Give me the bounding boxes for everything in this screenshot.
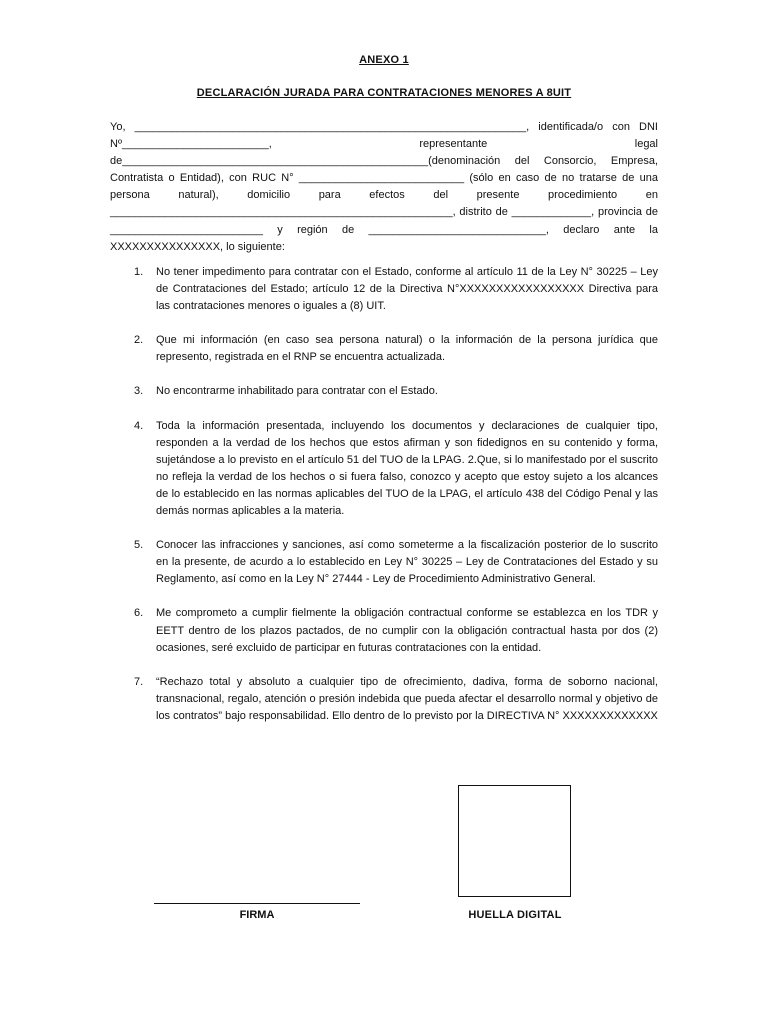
declaration-item-5 bbox=[110, 537, 658, 588]
annex-title: ANEXO 1 bbox=[359, 54, 409, 66]
item-number: 3. bbox=[134, 385, 144, 398]
declaration-item-6 bbox=[110, 605, 658, 656]
declaration-item-1 bbox=[110, 264, 658, 315]
declaration-item-2 bbox=[110, 332, 658, 366]
declaration-items bbox=[110, 264, 658, 725]
item-number: 6. bbox=[134, 607, 144, 620]
item-number: 5. bbox=[134, 539, 144, 552]
document-title: DECLARACIÓN JURADA PARA CONTRATACIONES MENORES A 8UIT bbox=[196, 87, 572, 99]
item-number: 2. bbox=[134, 334, 144, 347]
item-text: No encontrarme inhabilitado para contratar con el Estado. bbox=[156, 385, 438, 398]
declaration-intro: Yo, ________________________________________________________________, identificada/o con DNI Nº________________________, representante legal de__________________________________________________(denominación del Consorcio, Empresa, Contratista o Entidad), con RUC N° ___________________________ (sólo en caso de no tratarse de una persona natural), domicilio para efectos del presente procedimiento en ________________________________________________________, distrito de _____________, provincia de _________________________ y región de _____________________________, declaro ante la XXXXXXXXXXXXXXX, lo siguiente: bbox=[110, 121, 658, 253]
fingerprint-box bbox=[458, 785, 571, 897]
declaration-item-3 bbox=[110, 383, 658, 400]
declaration-item-4 bbox=[110, 418, 658, 521]
item-text: “Rechazo total y absoluto a cualquier tipo de ofrecimiento, dadiva, forma de soborno nacional, transnacional, regalo, atención o presión indebida que pueda afectar el desarrollo normal y objetivo de los contratos” bajo responsabilidad. Ello dentro de lo previsto por la DIRECTIVA N° XXXXXXXXXXXXX bbox=[156, 675, 658, 722]
item-text: Me comprometo a cumplir fielmente la obligación contractual conforme se establezca en los TDR y EETT dentro de los plazos pactados, de no cumplir con la obligación contractual hasta por dos (2) ocasiones, seré excluido de participar en futuras contrataciones con la entidad. bbox=[156, 607, 658, 654]
item-number: 7. bbox=[134, 675, 144, 688]
item-text: No tener impedimento para contratar con el Estado, conforme al artículo 11 de la Ley N° 30225 – Ley de Contrataciones del Estado; artículo 12 de la Directiva N°XXXXXXXXXXXXXXXXX Directiva para las contrataciones menores o iguales a (8) UIT. bbox=[156, 266, 658, 313]
item-number: 1. bbox=[134, 266, 144, 278]
declaration-item-7 bbox=[110, 674, 658, 725]
signature-label: FIRMA bbox=[239, 909, 275, 921]
item-text: Conocer las infracciones y sanciones, así como someterme a la fiscalización posterior de lo suscrito en la presente, de acurdo a lo establecido en Ley N° 30225 – Ley de Contrataciones del Estado y su Reglamento, así como en la Ley N° 27444 - Ley de Procedimiento Administrativo General. bbox=[156, 539, 658, 586]
item-number: 4. bbox=[134, 419, 144, 432]
item-text: Toda la información presentada, incluyendo los documentos y declaraciones de cualquier tipo, responden a la verdad de los hechos que estos afirman y son fidedignos en su contenido y forma, sujetándose a lo previsto en el artículo 51 del TUO de la LPAG. 2.Que, si lo manifestado por el suscrito no refleja la verdad de los hechos o si fuera falso, conozco y acepto que estoy sujeto a los alcances de lo establecido en las normas aplicables del TUO de la LPAG, el artículo 438 del Código Penal y las demás normas aplicables a la materia. bbox=[156, 419, 658, 518]
signature-line bbox=[154, 903, 360, 904]
fingerprint-label: HUELLA DIGITAL bbox=[468, 909, 562, 921]
item-text: Que mi información (en caso sea persona natural) o la información de la persona jurídica que represento, registrada en el RNP se encuentra actualizada. bbox=[156, 334, 658, 364]
